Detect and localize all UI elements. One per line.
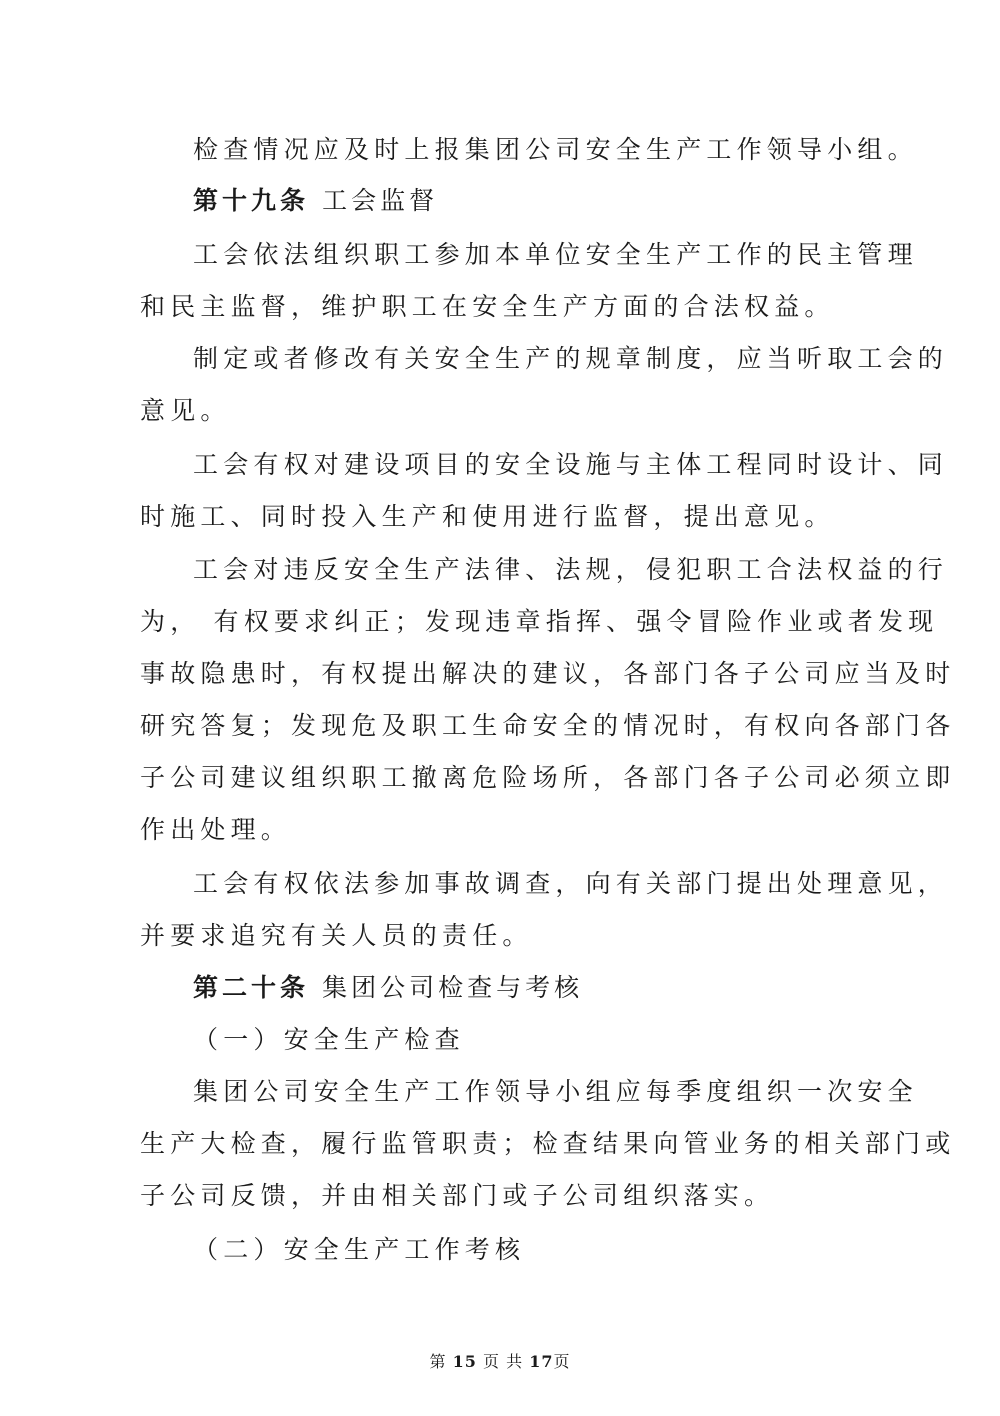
footer-middle: 页 共 — [483, 1352, 524, 1371]
paragraph-line: 时施工、同时投入生产和使用进行监督，提出意见。 — [140, 502, 835, 531]
paragraph-line: 子公司反馈，并由相关部门或子公司组织落实。 — [140, 1181, 775, 1210]
article-number: 第二十条 — [193, 973, 310, 1002]
article-heading-19 — [193, 186, 438, 216]
article-title: 集团公司检查与考核 — [322, 973, 584, 1002]
paragraph-line: 为， 有权要求纠正；发现违章指挥、强令冒险作业或者发现 — [140, 607, 939, 636]
paragraph-line: 检查情况应及时上报集团公司安全生产工作领导小组。 — [193, 135, 918, 164]
paragraph-line: 工会依法组织职工参加本单位安全生产工作的民主管理 — [193, 240, 918, 269]
footer-suffix: 页 — [553, 1352, 571, 1371]
article-heading-20 — [193, 973, 583, 1003]
paragraph-line: 子公司建议组织职工撤离危险场所，各部门各子公司必须立即 — [140, 763, 956, 792]
article-title: 工会监督 — [322, 186, 439, 215]
footer-prefix: 第 — [429, 1352, 447, 1371]
paragraph-line: 生产大检查，履行监管职责；检查结果向管业务的相关部门或 — [140, 1129, 956, 1158]
paragraph-line: 作出处理。 — [140, 815, 292, 844]
paragraph-line: 和民主监督，维护职工在安全生产方面的合法权益。 — [140, 292, 835, 321]
section-heading: （二）安全生产工作考核 — [193, 1235, 526, 1264]
paragraph-line: 工会对违反安全生产法律、法规，侵犯职工合法权益的行 — [193, 555, 949, 584]
page-footer — [0, 1352, 1000, 1372]
paragraph-line: 制定或者修改有关安全生产的规章制度，应当听取工会的 — [193, 344, 949, 373]
paragraph-line: 事故隐患时，有权提出解决的建议，各部门各子公司应当及时 — [140, 659, 956, 688]
paragraph-line: 研究答复；发现危及职工生命安全的情况时，有权向各部门各 — [140, 711, 956, 740]
article-number: 第十九条 — [193, 186, 310, 215]
footer-page-number: 15 — [452, 1352, 477, 1371]
paragraph-line: 意见。 — [140, 396, 231, 425]
footer-total-pages: 17 — [529, 1352, 554, 1371]
paragraph-line: 并要求追究有关人员的责任。 — [140, 921, 533, 950]
section-heading: （一）安全生产检查 — [193, 1025, 465, 1054]
paragraph-line: 集团公司安全生产工作领导小组应每季度组织一次安全 — [193, 1077, 918, 1106]
paragraph-line: 工会有权依法参加事故调查，向有关部门提出处理意见， — [193, 869, 949, 898]
paragraph-line: 工会有权对建设项目的安全设施与主体工程同时设计、同 — [193, 450, 949, 479]
